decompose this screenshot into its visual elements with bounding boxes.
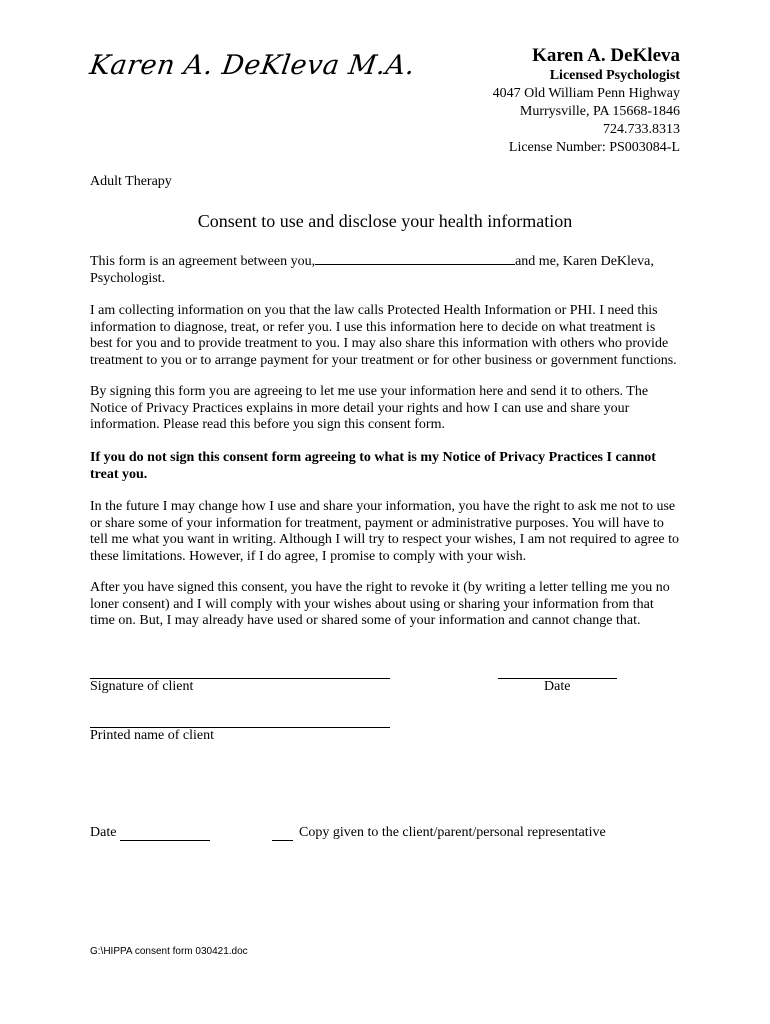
no-treatment-warning: If you do not sign this consent form agreeing to what is my Notice of Privacy Practices I cannot treat you.	[90, 450, 656, 482]
future-changes-paragraph: In the future I may change how I use and share your information, you have the right to ask me not to use or share some of your information for treatment, payment or administrative purposes. You will have to tell me what you want in writing. Although I will try to respect your wishes, I am not required to agree to these limitations. However, if I do agree, I promise to comply with your wish.	[90, 499, 680, 564]
address-line-1: 4047 Old William Penn Highway	[492, 86, 680, 101]
phi-paragraph: I am collecting information on you that the law calls Protected Health Information or PHI. I need this information to diagnose, treat, or refer you. I use this information here to decide on what treatment is best for you and to provide treatment to you. I may also share this information with others who provide treatment to you or to arrange payment for your treatment or for other business or government functions.	[90, 303, 677, 368]
address-line-2: Murrysville, PA 15668-1846	[519, 104, 680, 119]
revoke-paragraph: After you have signed this consent, you have the right to revoke it (by writing a letter telling me you no loner consent) and I will comply with your wishes about using or sharing your information from that time on. But, I may already have used or shared some of your information and cannot change that.	[90, 580, 670, 628]
client-name-blank[interactable]	[315, 263, 515, 265]
document-title: Consent to use and disclose your health information	[197, 211, 573, 231]
file-path-footer: G:\HIPPA consent form 030421.doc	[90, 946, 248, 957]
printed-name-label: Printed name of client	[90, 728, 215, 743]
signature-date-label: Date	[544, 679, 571, 694]
license-number: License Number: PS003084-L	[508, 140, 680, 155]
psychologist-title: Licensed Psychologist	[549, 68, 680, 83]
psychologist-name: Karen A. DeKleva	[532, 45, 680, 66]
section-label: Adult Therapy	[90, 174, 172, 189]
copy-given-checkline[interactable]	[272, 840, 293, 841]
agreement-prefix: This form is an agreement between you,	[90, 254, 316, 269]
phone-number: 724.733.8313	[603, 122, 680, 137]
copy-given-label: Copy given to the client/parent/personal representative	[299, 825, 606, 840]
agreement-paragraph	[90, 254, 680, 287]
copy-date-label: Date	[90, 825, 117, 840]
signing-paragraph: By signing this form you are agreeing to let me use your information here and send it to others. The Notice of Privacy Practices explains in more detail your rights and how I can use and share your information. Please read this before you sign this consent form.	[90, 384, 649, 432]
client-signature-label: Signature of client	[90, 679, 194, 694]
letterhead-logo: Karen A. DeKleva M.A.	[87, 50, 418, 81]
copy-date-line[interactable]	[120, 840, 210, 841]
agreement-suffix: and me, Karen DeKleva, Psychologist.	[90, 254, 654, 286]
